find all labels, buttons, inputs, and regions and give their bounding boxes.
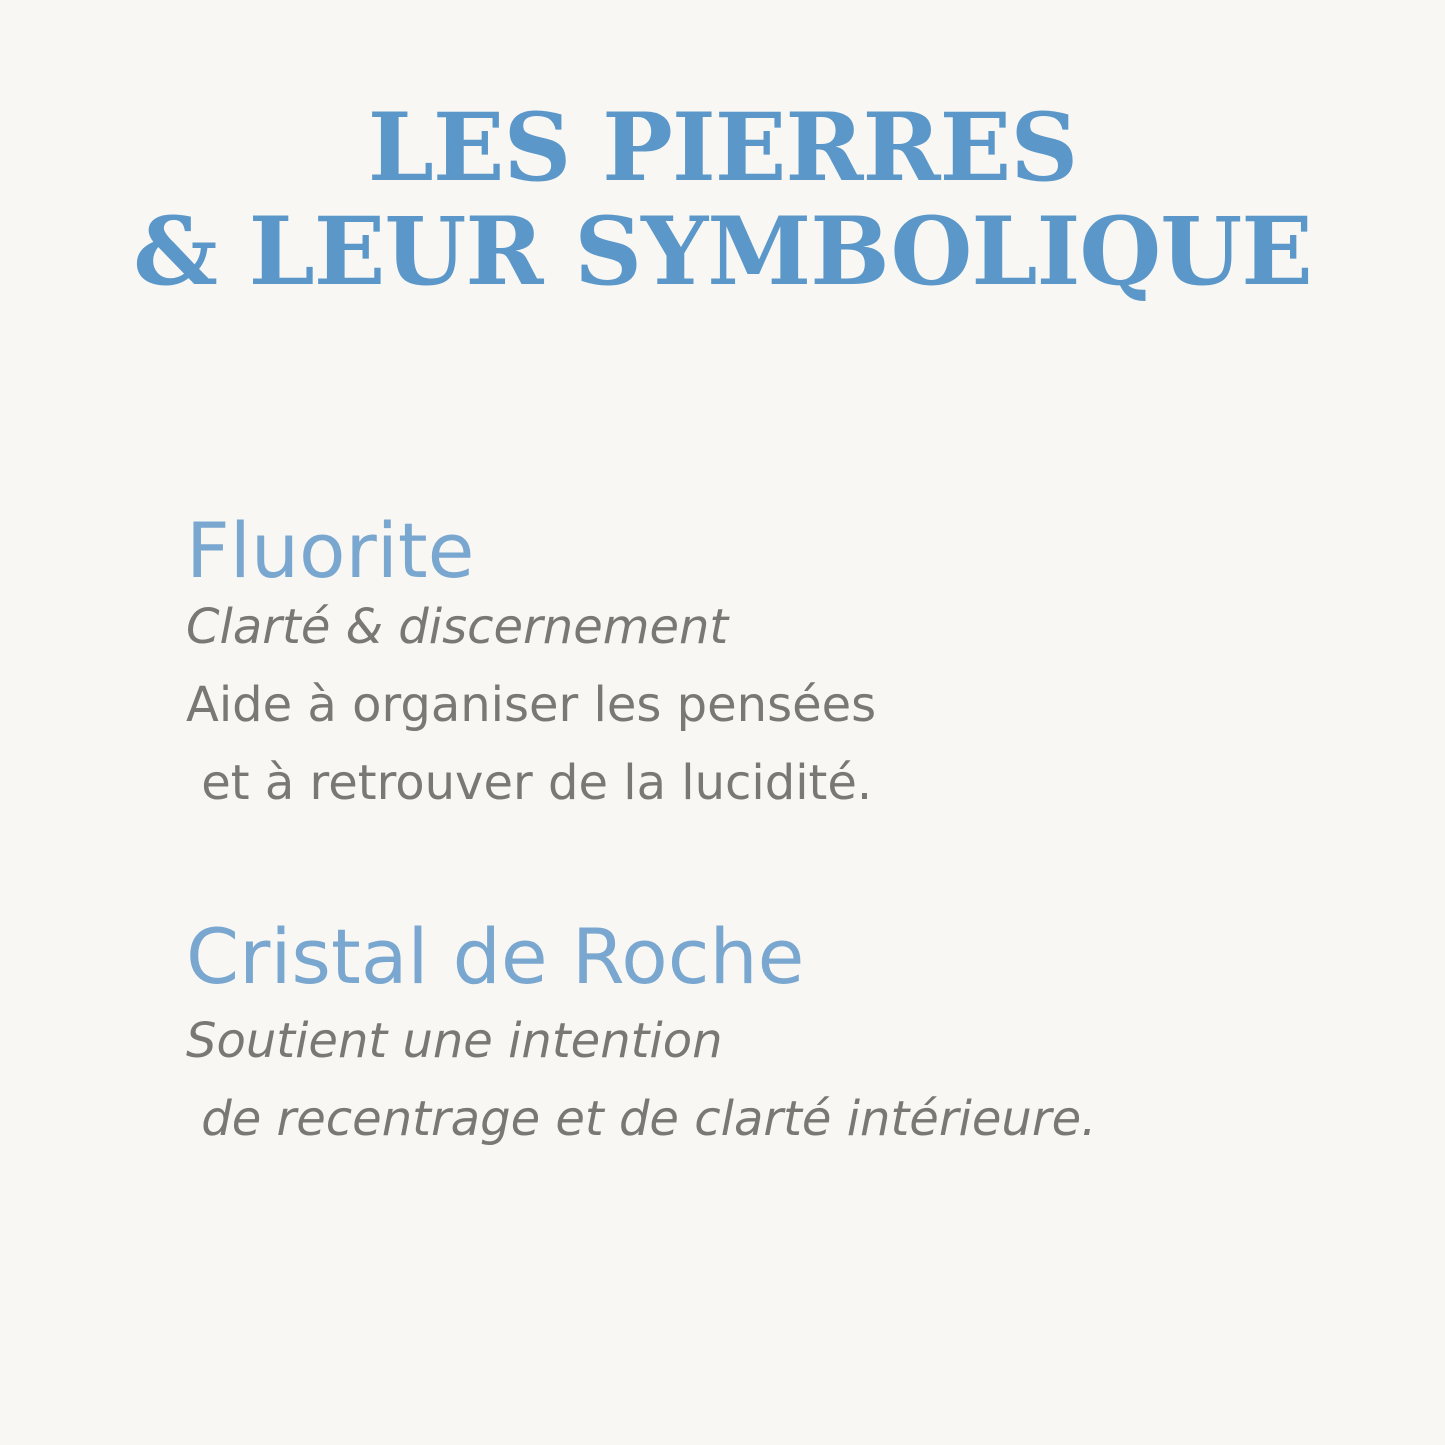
page-title xyxy=(0,93,1445,307)
page-title-line-1: LES PIERRES xyxy=(367,93,1078,203)
page-title-line-2: & LEUR SYMBOLIQUE xyxy=(133,197,1312,307)
stone-name: Fluorite xyxy=(186,506,475,595)
stone-description-line-1: Aide à organiser les pensées xyxy=(186,677,877,733)
stone-description-line-2: et à retrouver de la lucidité. xyxy=(186,755,873,811)
stone-tagline: Clarté & discernement xyxy=(186,599,729,655)
stone-fluorite xyxy=(186,506,1366,822)
stone-cristal-de-roche xyxy=(186,912,1366,1158)
stone-tagline-line-2: de recentrage et de clarté intérieure. xyxy=(186,1091,1097,1147)
stone-name: Cristal de Roche xyxy=(186,912,805,1001)
stone-tagline-line-1: Soutient une intention xyxy=(186,1013,723,1069)
